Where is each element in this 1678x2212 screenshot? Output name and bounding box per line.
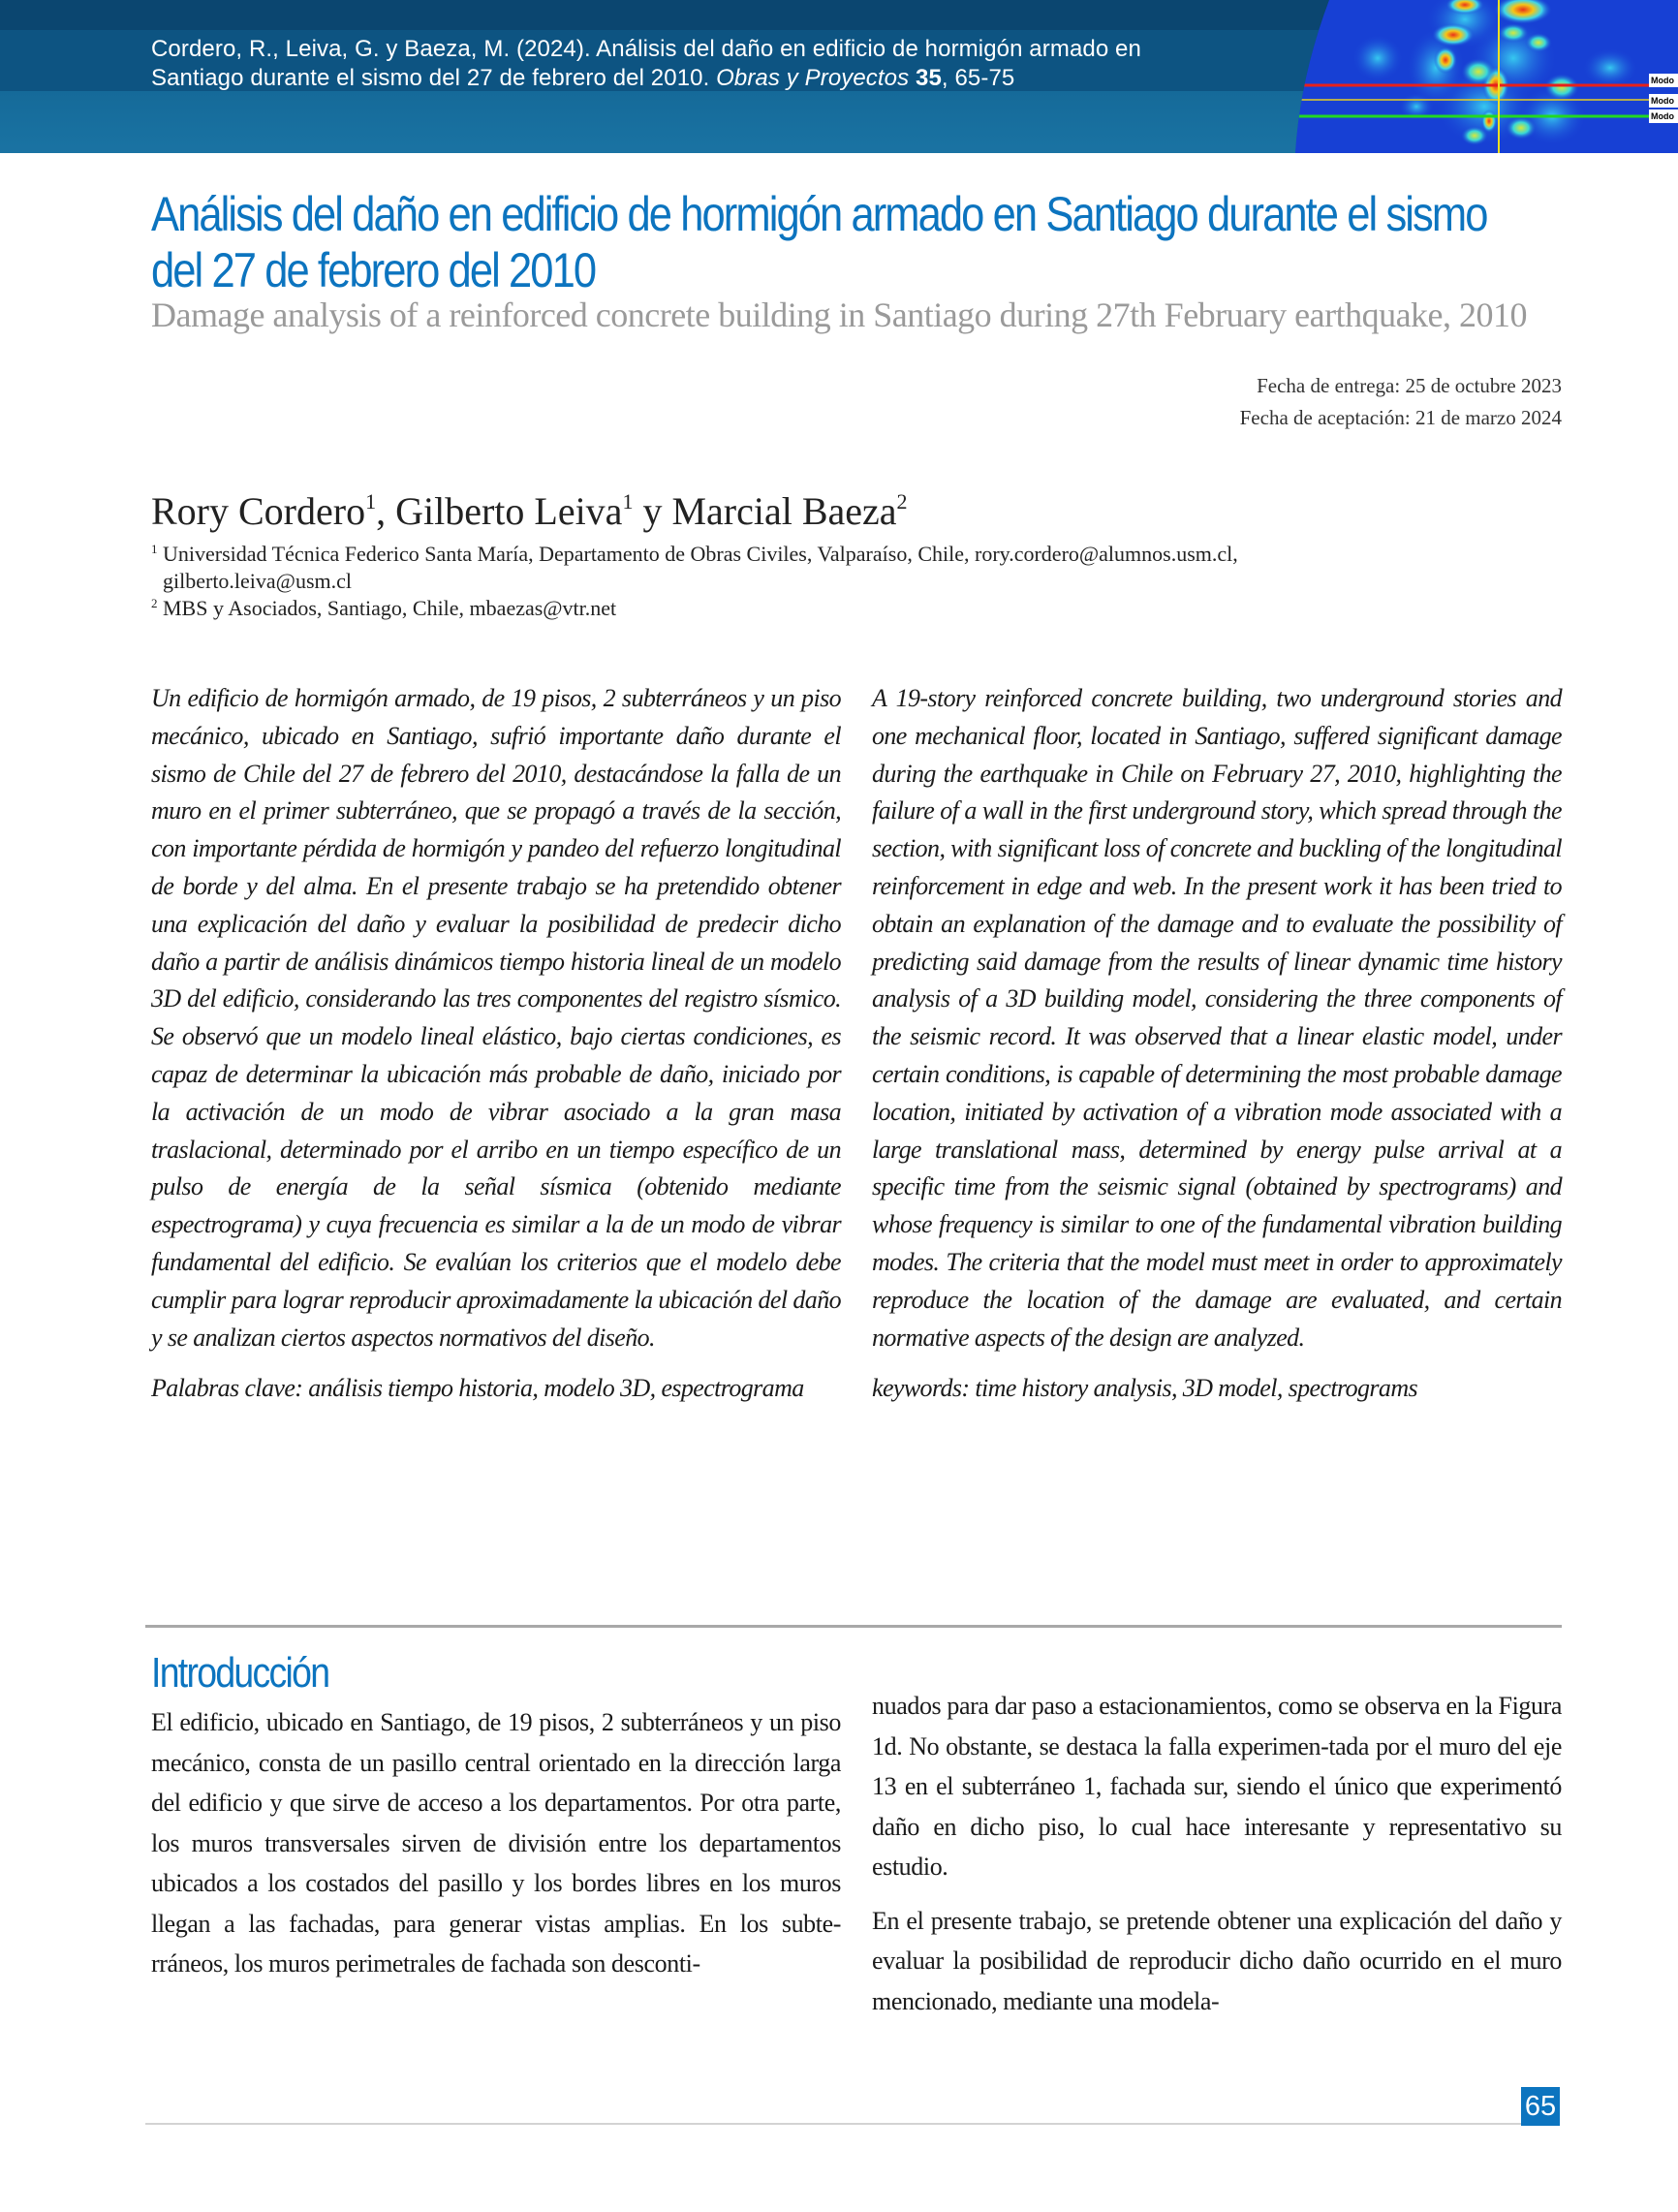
abstract-english xyxy=(872,680,1562,1408)
affiliation-text: MBS y Asociados, Santiago, Chile, mbaezas@vtr.net xyxy=(157,596,617,620)
date-received: Fecha de entrega: 25 de octubre 2023 xyxy=(1257,374,1562,397)
article-title-english: Damage analysis of a reinforced concrete building in Santiago during 27th February earthquake, 2010 xyxy=(151,296,1528,334)
intro-column-right xyxy=(872,1686,1562,2021)
affiliation-mark: 1 xyxy=(151,542,158,556)
affiliation-text: Universidad Técnica Federico Santa María, Departamento de Obras Civiles, Valparaíso, Chile, rory.cordero@alumnos.usm.cl, xyxy=(157,542,1238,566)
abstract-english-text: A 19-story reinforced concrete building, two underground stories and one mechanical floor, located in Santiago, suffered significant damage during the earthquake in Chile on February 27, 2010, highlighting the failure of a wall in the first underground story, which spread through the section, with significant loss of concrete and buckling of the longitudinal reinforcement in edge and web. In the present work it has been tried to obtain an explanation of the damage and to evaluate the possibility of predicting said damage from the results of linear dynamic time history analysis of a 3D building model, considering the three components of the seismic record. It was observed that a linear elastic model, under certain conditions, is capable of determining the most probable damage location, initiated by activation of a vibration mode associated with a large translational mass, determined by energy pulse arrival at a specific time from the seismic signal (obtained by spectrograms) and whose frequency is similar to one of the fundamental vibration building modes. The criteria that the model must meet in order to approximately reproduce the location of the damage are evaluated, and certain normative aspects of the design are analyzed. xyxy=(872,684,1562,1352)
footer-rule xyxy=(145,2123,1521,2125)
author-separator: y xyxy=(633,489,672,533)
abstract-spanish-text: Un edificio de hormigón armado, de 19 pisos, 2 subterráneos y un piso mecánico, ubicado en Santiago, sufrió importante daño durante el sismo de Chile del 27 de febrero del 2010, destacándose la falla de un muro en el primer subterráneo, que se propagó a través de la sección, con importante pérdida de hormigón y pandeo del refuerzo longitudinal de borde y del alma. En el presente trabajo se ha pretendido obtener una explicación del daño y evaluar la posibilidad de predecir dicho daño a partir de análisis dinámicos tiempo historia lineal de un modelo 3D del edificio, considerando las tres componentes del registro sísmico. Se observó que un modelo lineal elástico, bajo ciertas condiciones, es capaz de determinar la ubicación más probable de daño, iniciado por la activación de un modo de vibrar asociado a la gran masa traslacional, determinado por el arribo en un tiempo específico de un pulso de energía de la señal sísmica (obtenido mediante espectrograma) y cuya frecuencia es similar a la de un modo de vibrar fundamental del edificio. Se evalúan los criterios que el modelo debe cumplir para lograr reproducir aproximadamente la ubicación del daño y se analizan ciertos aspectos normativos del diseño. xyxy=(151,684,841,1352)
author-affiliation-mark: 1 xyxy=(365,489,377,514)
author-separator: , xyxy=(376,489,396,533)
keywords-english: keywords: time history analysis, 3D model, spectrograms xyxy=(872,1374,1418,1403)
journal-header-band xyxy=(0,0,1678,153)
article-title-spanish xyxy=(151,186,1568,298)
affiliation-mark: 2 xyxy=(151,596,158,610)
citation xyxy=(151,35,1314,93)
title-es-line-2: del 27 de febrero del 2010 xyxy=(151,243,596,297)
author-name: Gilberto Leiva xyxy=(395,489,623,533)
author-affiliation-mark: 1 xyxy=(622,489,634,514)
journal-name: Obras y Proyectos xyxy=(716,65,910,91)
journal-volume: 35 xyxy=(916,65,942,91)
page-number: 65 xyxy=(1521,2087,1560,2126)
section-heading-introduction: Introducción xyxy=(151,1649,329,1697)
affiliation-email: gilberto.leiva@usm.cl xyxy=(163,569,352,593)
author-list xyxy=(151,484,908,539)
affiliation-item xyxy=(151,541,1566,595)
spectrogram-graphic xyxy=(1290,0,1678,153)
keywords-spanish: Palabras clave: análisis tiempo historia, modelo 3D, espectrograma xyxy=(151,1374,804,1403)
journal-pages: , 65-75 xyxy=(941,65,1015,91)
citation-line-2: Santiago durante el sismo del 27 de febrero del 2010. xyxy=(151,65,717,91)
submission-dates xyxy=(1240,370,1562,434)
spectrogram-mode-label: Modo xyxy=(1649,94,1678,108)
citation-line-1: Cordero, R., Leiva, G. y Baeza, M. (2024). Análisis del daño en edificio de hormigón armado en xyxy=(151,36,1141,62)
intro-paragraph: En el presente trabajo, se pretende obtener una explicación del daño y evaluar la posibilidad de reproducir dicho daño ocurrido en el muro mencionado, mediante una modela- xyxy=(872,1906,1562,2015)
title-es-line-1: Análisis del daño en edificio de hormigón armado en Santiago durante el sismo xyxy=(151,187,1487,241)
affiliations xyxy=(151,541,1566,622)
spectrogram-image xyxy=(1290,0,1678,153)
section-divider xyxy=(145,1625,1562,1628)
abstract-spanish xyxy=(151,680,841,1408)
intro-paragraph: nuados para dar paso a estacionamientos, como se observa en la Figura 1d. No obstante, se destaca la falla experimen-tada por el muro del eje 13 en el subterráneo 1, fachada sur, siendo el único que experimentó daño en dicho piso, lo cual hace interesante y representativo su estudio. xyxy=(872,1692,1562,1881)
date-accepted: Fecha de aceptación: 21 de marzo 2024 xyxy=(1239,406,1562,429)
author-affiliation-mark: 2 xyxy=(896,489,908,514)
intro-paragraph: El edificio, ubicado en Santiago, de 19 pisos, 2 subterráneos y un piso mecánico, consta de un pasillo central orientado en la dirección larga del edificio y que sirve de acceso a los departamentos. Por otra parte, los muros transversales sirven de división entre los departamentos ubicados a los costados del pasillo y los bordes libres en los muros llegan a las fachadas, para generar vistas amplias. En los subte-rráneos, los muros perimetrales de fachada son desconti- xyxy=(151,1708,841,1978)
spectrogram-mode-label: Modo xyxy=(1649,109,1678,123)
intro-column-left xyxy=(151,1702,841,1984)
affiliation-item xyxy=(151,595,1566,622)
author-name: Marcial Baeza xyxy=(671,489,897,533)
author-name: Rory Cordero xyxy=(151,489,366,533)
spectrogram-mode-label: Modo xyxy=(1649,74,1678,87)
